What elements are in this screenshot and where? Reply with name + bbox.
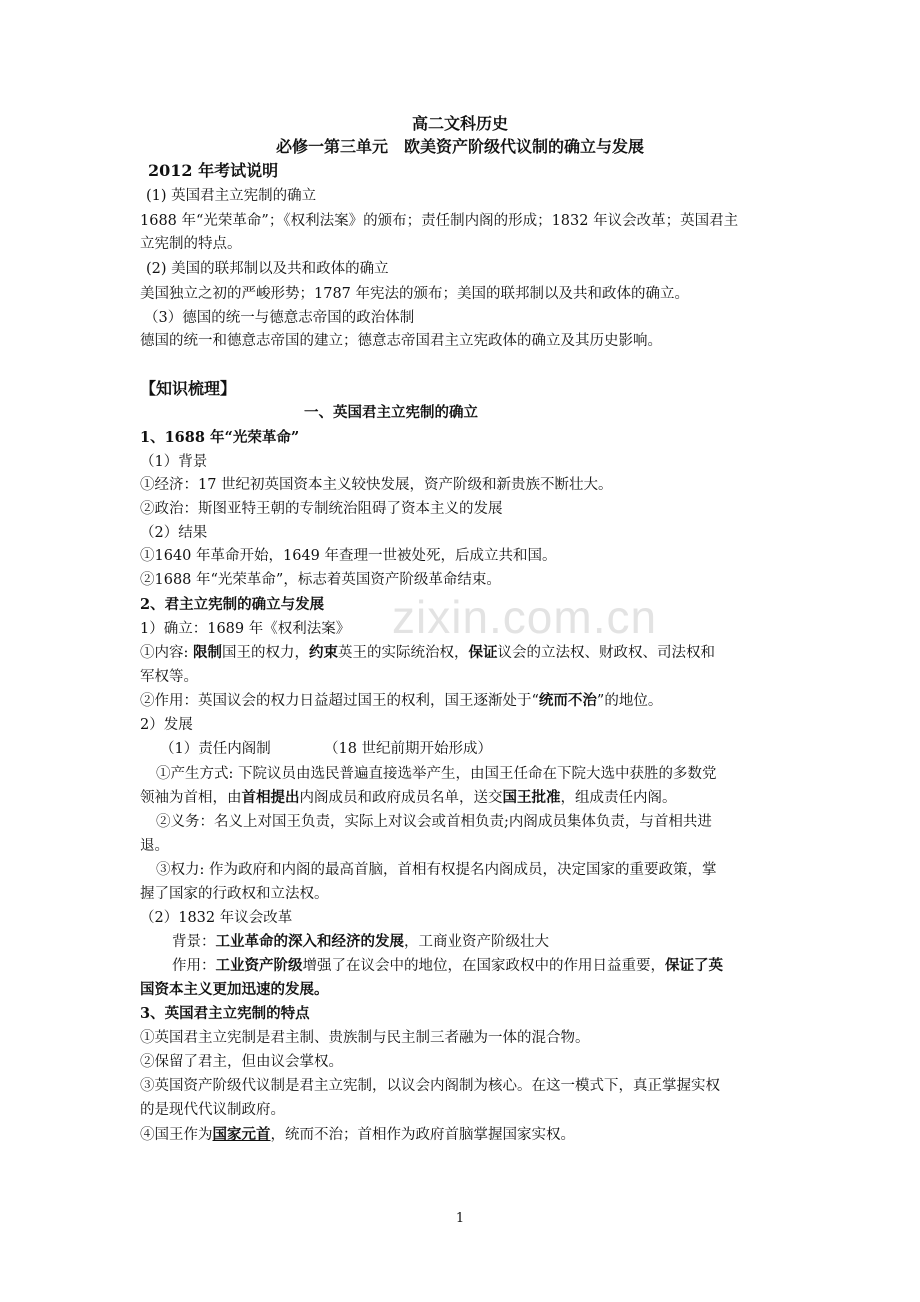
page-number: 1 (455, 1211, 465, 1226)
s2-reform-background: 背景：工业革命的深入和经济的发展，工商业资产阶级壮大 (172, 933, 549, 950)
exam-item1-title: (1) 英国君主立宪制的确立 (146, 188, 317, 204)
s3-point3-line1: ③英国资产阶级代议制是君主立宪制，以议会内阁制为核心。在这一模式下，真正掌握实权 (140, 1078, 720, 1094)
s3-point2: ②保留了君主，但由议会掌权。 (140, 1054, 343, 1070)
s1-title: 1、1688 年“光荣革命” (140, 429, 300, 446)
exam-item1-line2: 立宪制的特点。 (140, 236, 242, 252)
exam-item1-line1: 1688 年“光荣革命”；《权利法案》的颁布；责任制内阁的形成；1832 年议会改革；英国君主 (140, 213, 739, 229)
s2-function: ②作用：英国议会的权力日益超过国王的权利，国王逐渐处于“统而不治”的地位。 (140, 692, 663, 709)
s2-cabinet: （1）责任内阁制 (160, 741, 271, 757)
s1-bg-politics: ②政治：斯图亚特王朝的专制统治阻碍了资本主义的发展 (140, 501, 503, 517)
s3-point3-line2: 的是现代代议制政府。 (140, 1102, 285, 1118)
s3-point4: ④国王作为国家元首，统而不治；首相作为政府首脑掌握国家实权。 (140, 1126, 575, 1143)
knowledge-heading: 【知识梳理】 (140, 379, 237, 398)
s2-establish: 1）确立：1689 年《权利法案》 (140, 621, 351, 637)
s2-develop: 2）发展 (140, 717, 193, 733)
s1-result-2: ②1688 年“光荣革命”，标志着英国资产阶级革命结束。 (140, 572, 501, 588)
s2-title: 2、君主立宪制的确立与发展 (140, 596, 325, 613)
doc-title: 高二文科历史 (411, 114, 508, 133)
s2-reform-effect-line2: 国资本主义更加迅速的发展。 (140, 981, 329, 998)
exam-item3-title: （3）德国的统一与德意志帝国的政治体制 (144, 310, 415, 326)
s2-duty-line2: 退。 (140, 838, 169, 854)
s3-title: 3、英国君主立宪制的特点 (140, 1005, 310, 1022)
s2-reform-effect-line1: 作用：工业资产阶级增强了在议会中的地位，在国家政权中的作用日益重要，保证了英 (172, 957, 723, 974)
s1-result-1: ①1640 年革命开始，1649 年查理一世被处死，后成立共和国。 (140, 548, 557, 564)
s2-content-line1: ①内容: 限制国王的权力，约束英王的实际统治权，保证议会的立法权、财政权、司法权和 (140, 644, 715, 661)
s2-produce-line2: 领袖为首相，由首相提出内阁成员和政府成员名单，送交国王批准，组成责任内阁。 (140, 789, 677, 806)
s2-duty-line1: ②义务：名义上对国王负责，实际上对议会或首相负责;内阁成员集体负责，与首相共进 (156, 814, 712, 830)
exam-item2-title: (2) 美国的联邦制以及共和政体的确立 (146, 261, 389, 277)
exam-item3-line1: 德国的统一和德意志帝国的建立；德意志帝国君主立宪政体的确立及其历史影响。 (140, 333, 662, 349)
s1-background: （1）背景 (140, 454, 208, 470)
watermark: zixin.com.cn (392, 591, 658, 643)
s2-power-line2: 握了国家的行政权和立法权。 (140, 886, 329, 902)
exam-heading: 2012 年考试说明 (148, 161, 279, 180)
s3-point1: ①英国君主立宪制是君主制、贵族制与民主制三者融为一体的混合物。 (140, 1030, 590, 1046)
doc-subtitle: 必修一第三单元 欧美资产阶级代议制的确立与发展 (275, 137, 644, 156)
s1-result: （2）结果 (140, 525, 208, 541)
s2-power-line1: ③权力: 作为政府和内阁的最高首脑，首相有权提名内阁成员，决定国家的重要政策，掌 (156, 862, 717, 878)
s2-reform: （2）1832 年议会改革 (140, 910, 293, 926)
s1-bg-economy: ①经济：17 世纪初英国资本主义较快发展，资产阶级和新贵族不断壮大。 (140, 477, 613, 493)
section1-title: 一、英国君主立宪制的确立 (304, 404, 478, 421)
s2-produce-line1: ①产生方式: 下院议员由选民普遍直接选举产生，由国王任命在下院大选中获胜的多数党 (156, 766, 717, 782)
s2-content-line2: 军权等。 (140, 669, 198, 685)
exam-item2-line1: 美国独立之初的严峻形势；1787 年宪法的颁布；美国的联邦制以及共和政体的确立。 (140, 286, 690, 302)
s2-cabinet-note: （18 世纪前期开始形成） (324, 741, 493, 757)
